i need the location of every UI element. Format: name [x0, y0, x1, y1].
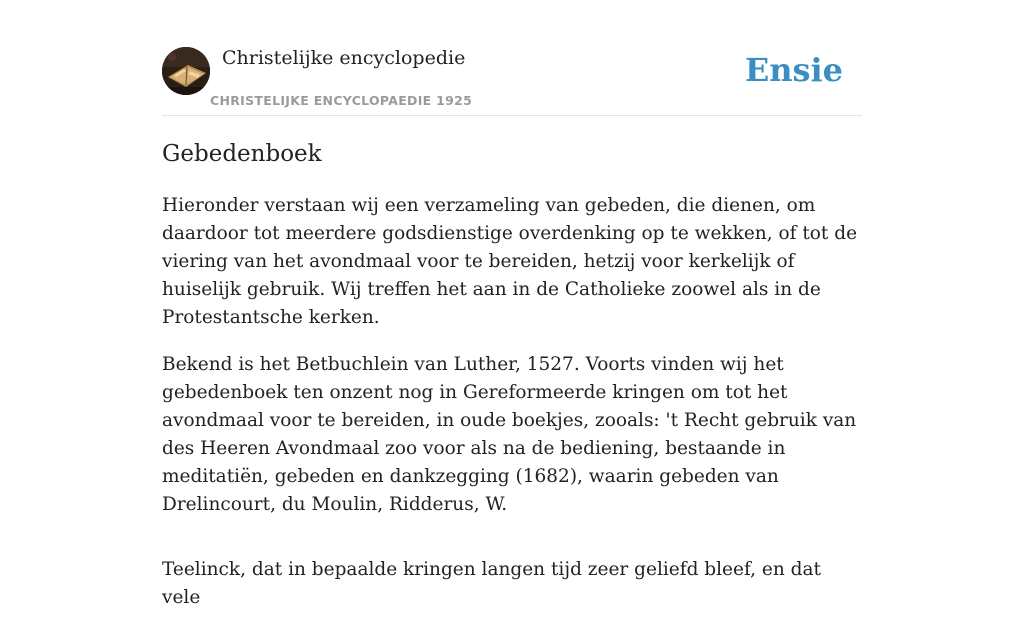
source-title[interactable]: Christelijke encyclopedie [222, 47, 466, 69]
paragraph: Teelinck, dat in bepaalde kringen langen tijd zeer geliefd bleef, en dat vele [162, 559, 821, 608]
site-header [162, 46, 862, 116]
brand-logo[interactable]: Ensie [744, 51, 843, 89]
article-body [162, 192, 864, 631]
book-photo-icon[interactable] [162, 47, 210, 95]
paragraph: Bekend is het Betbuchlein van Luther, 1527. Voorts vinden wij het gebedenboek ten onzent nog in Gereformeerde kringen om tot het avondmaal voor te bereiden, in oude boekjes, zooals: 't Recht gebruik van des Heeren Avondmaal zoo voor als na de bediening, bestaande in meditatiën, gebeden en dankzegging (1682), waarin gebeden van Drelincourt, du Moulin, Ridderus, W. [162, 354, 857, 515]
article-title: Gebedenboek [162, 141, 322, 167]
paragraph: Hieronder verstaan wij een verzameling van gebeden, die dienen, om daardoor tot meerdere godsdienstige overdenking op te wekken, of tot de viering van het avondmaal voor te bereiden, hetzij voor kerkelijk of huiselijk gebruik. Wij treffen het aan in de Catholieke zoowel als in de Protestantsche kerken. [162, 195, 858, 328]
source-subtitle: CHRISTELIJKE ENCYCLOPAEDIE 1925 [210, 93, 473, 108]
